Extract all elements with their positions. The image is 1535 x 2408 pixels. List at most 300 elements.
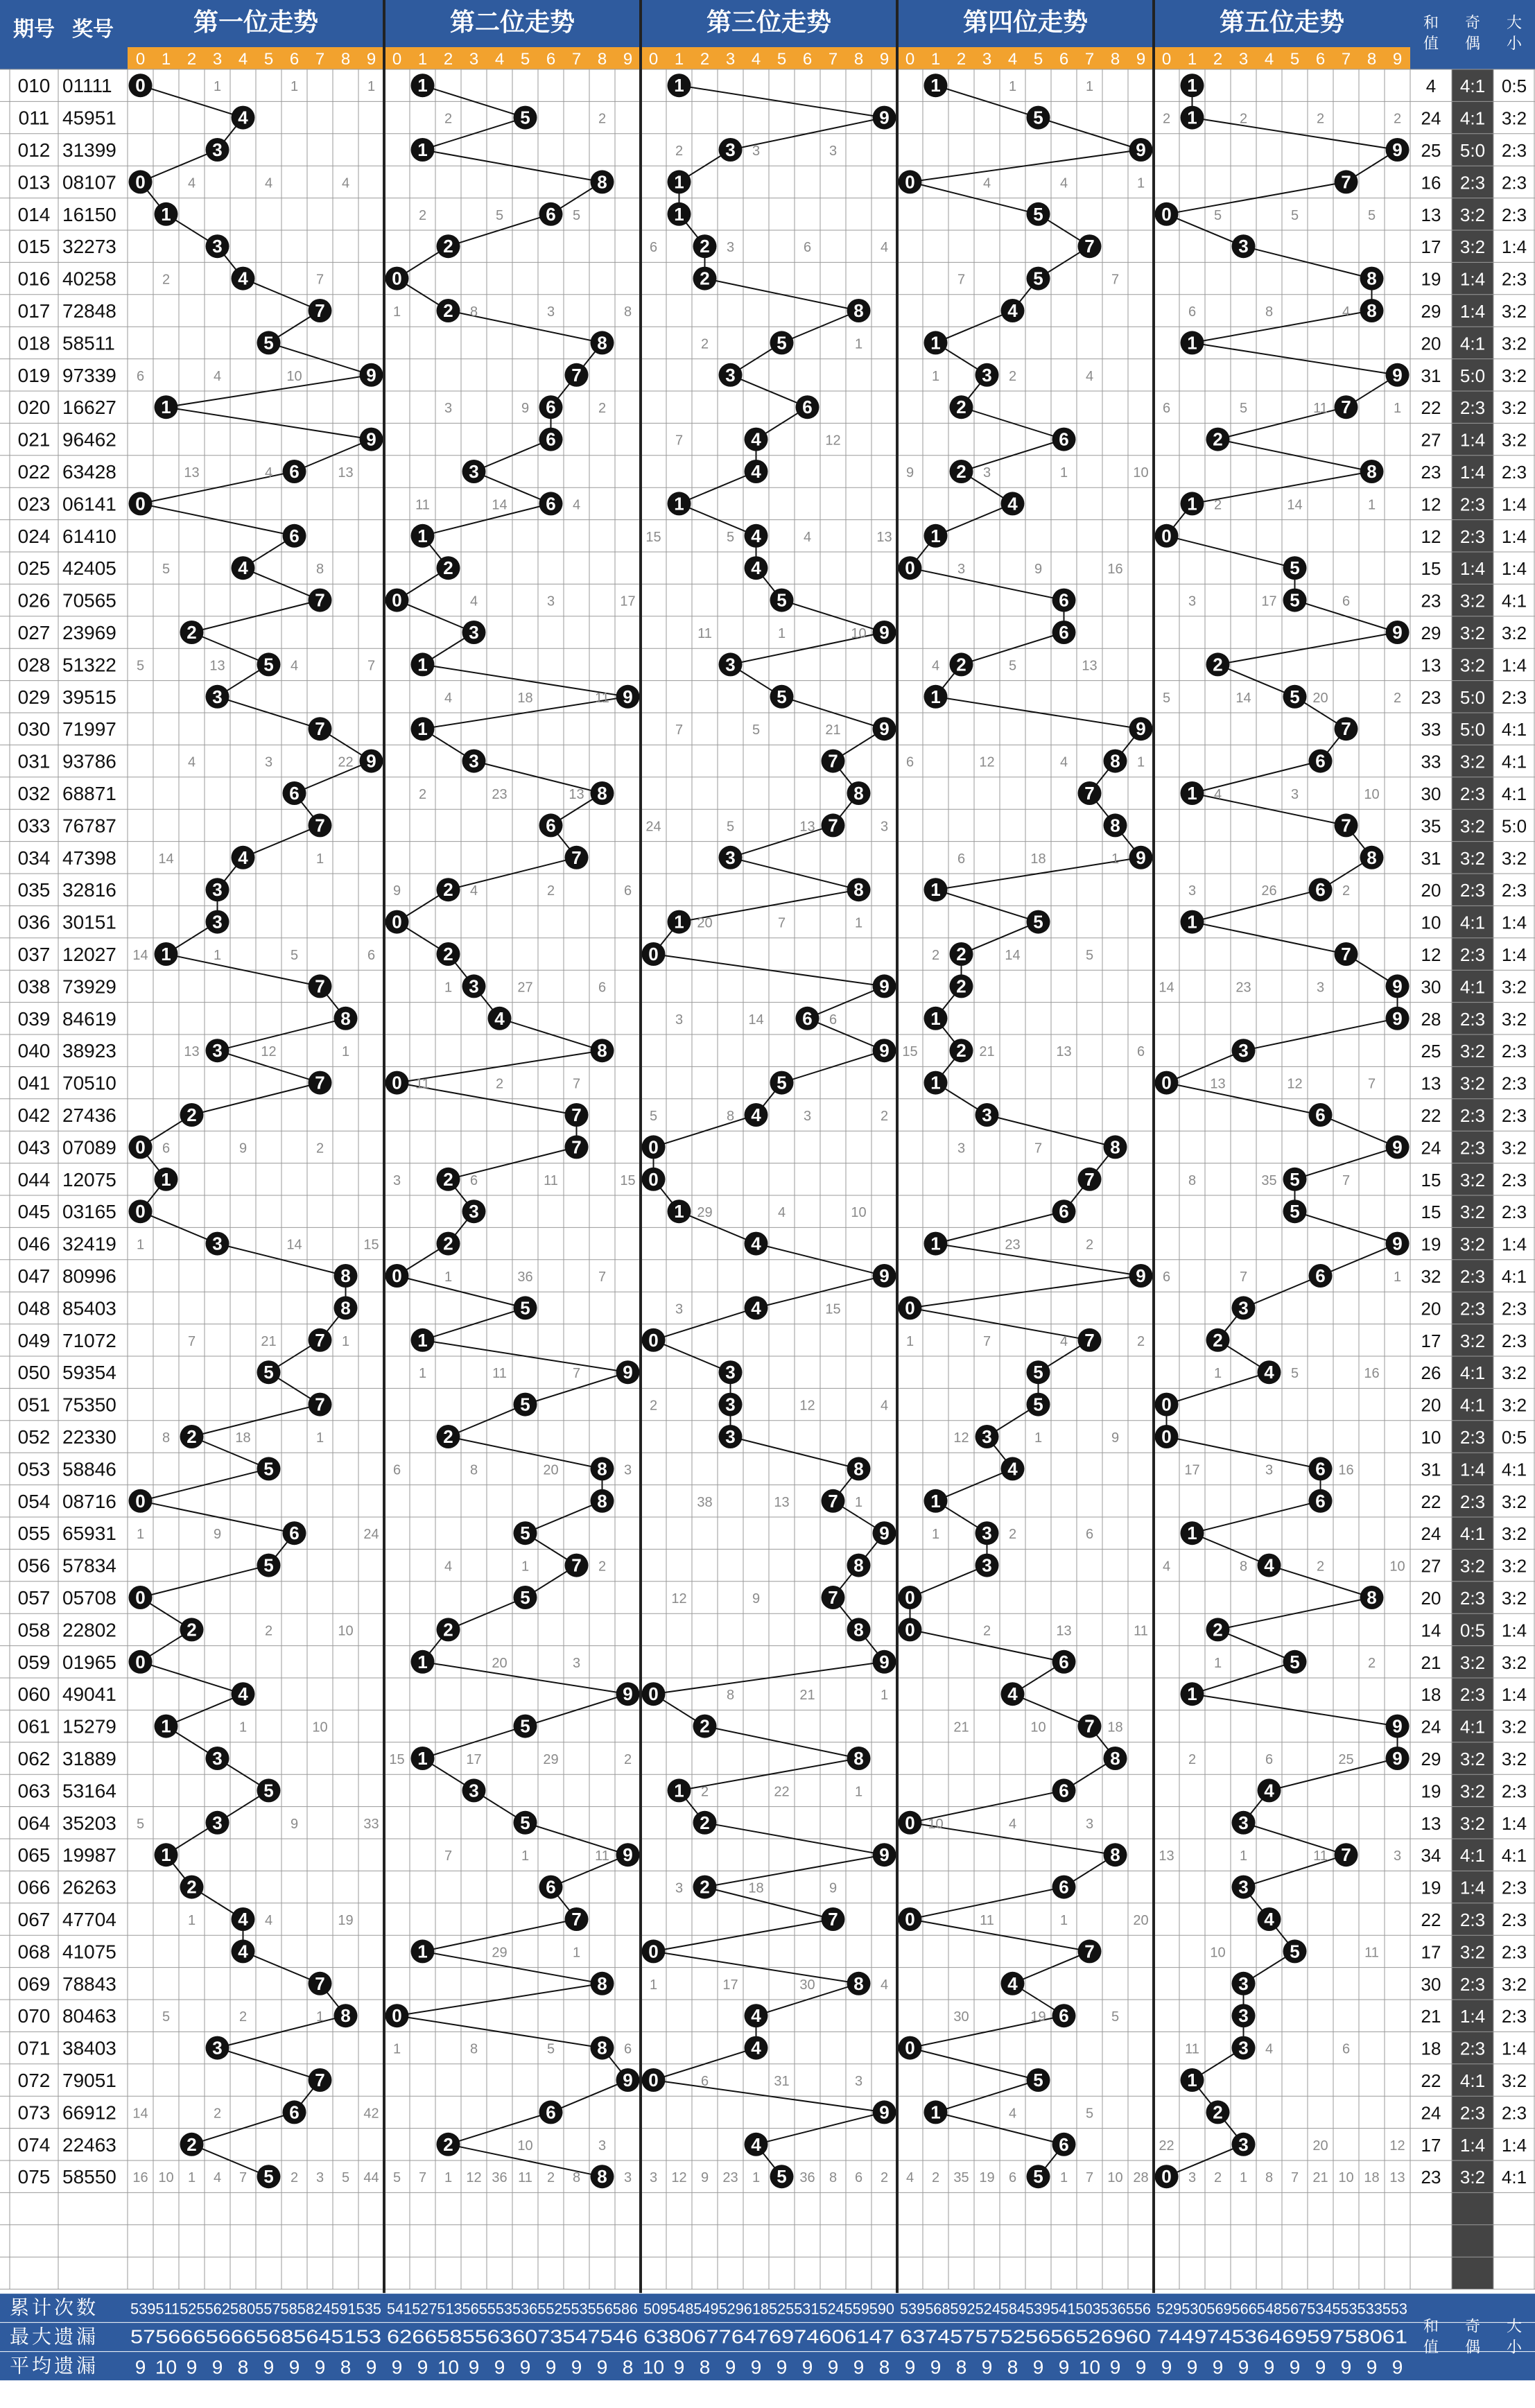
miss-count: 2	[598, 1559, 607, 1575]
miss-count: 7	[675, 433, 684, 449]
prize-cell: 93786	[62, 750, 116, 772]
miss-count: 6	[700, 2074, 709, 2089]
digit-label: 9	[1136, 50, 1146, 69]
footer-avg-miss: 9	[904, 2356, 916, 2378]
sum-cell: 20	[1421, 333, 1441, 354]
miss-count: 5	[546, 2041, 555, 2057]
miss-count: 23	[1005, 1237, 1021, 1253]
prize-cell: 27436	[62, 1105, 116, 1126]
miss-count: 29	[492, 1945, 508, 1961]
footer-avg-miss: 8	[237, 2356, 249, 2378]
miss-count: 9	[700, 2170, 709, 2186]
miss-count: 2	[1316, 1559, 1325, 1575]
sum-cell: 24	[1421, 2102, 1441, 2124]
number-ball-label: 2	[956, 976, 966, 997]
number-ball-label: 1	[417, 139, 428, 160]
big-small-cell: 1:4	[1501, 944, 1527, 965]
big-small-cell: 3:2	[1501, 1652, 1527, 1673]
sum-cell: 16	[1421, 172, 1441, 193]
odd-even-cell: 3:2	[1459, 204, 1486, 225]
number-ball-label: 3	[725, 1362, 736, 1383]
sum-cell: 31	[1421, 1459, 1441, 1480]
footer-avg-miss: 9	[776, 2356, 788, 2378]
miss-count: 1	[136, 1527, 145, 1543]
number-ball-label: 1	[417, 654, 428, 675]
footer-right-bottom: 偶	[1464, 2338, 1481, 2356]
period-cell: 036	[17, 911, 51, 933]
miss-count: 7	[777, 915, 786, 931]
number-ball-label: 6	[1059, 589, 1069, 611]
number-ball-label: 6	[1059, 2005, 1069, 2027]
big-small-cell: 3:2	[1501, 1749, 1527, 1769]
number-ball-label: 2	[187, 1619, 197, 1640]
number-ball-label: 7	[315, 1072, 325, 1093]
period-cell: 034	[17, 847, 51, 869]
big-small-cell: 2:3	[1501, 1202, 1527, 1223]
odd-even-cell: 3:2	[1459, 236, 1486, 258]
number-ball-label: 8	[1367, 268, 1377, 289]
number-ball-label: 1	[930, 686, 941, 707]
miss-count: 6	[1342, 2041, 1351, 2057]
header-prize: 奖号	[72, 18, 114, 41]
miss-count: 18	[1364, 2170, 1380, 2186]
digit-label: 6	[289, 50, 300, 69]
number-ball-label: 8	[340, 1007, 351, 1029]
number-ball-label: 3	[1238, 1812, 1249, 1833]
number-ball-label: 6	[802, 1007, 813, 1029]
miss-count: 7	[957, 272, 966, 288]
prize-cell: 80996	[62, 1265, 116, 1287]
miss-count: 5	[1239, 401, 1248, 417]
miss-count: 4	[931, 658, 940, 674]
footer-avg-miss: 10	[437, 2356, 460, 2378]
footer-cumulative: 529530569566548567534553533553	[1156, 2300, 1407, 2318]
number-ball-label: 7	[571, 1136, 582, 1158]
number-ball-label: 0	[648, 1168, 659, 1190]
miss-count: 2	[162, 272, 171, 288]
sum-cell: 26	[1421, 1362, 1441, 1384]
sum-cell: 19	[1421, 268, 1441, 290]
miss-count: 24	[363, 1527, 379, 1543]
miss-count: 1	[1085, 79, 1094, 95]
miss-count: 7	[1111, 272, 1120, 288]
period-cell: 045	[17, 1201, 51, 1223]
number-ball-label: 1	[674, 171, 684, 193]
prize-cell: 06141	[62, 493, 116, 515]
number-ball-label: 2	[443, 879, 453, 901]
miss-count: 7	[675, 722, 684, 738]
number-ball-label: 8	[1367, 1587, 1377, 1608]
number-ball-label: 5	[520, 1394, 530, 1415]
number-ball-label: 6	[1315, 1105, 1326, 1125]
miss-count: 38	[697, 1494, 713, 1510]
miss-count: 4	[187, 754, 196, 770]
number-ball-label: 9	[879, 718, 890, 740]
number-ball-label: 1	[161, 1844, 171, 1866]
footer-avg-miss: 9	[1135, 2356, 1147, 2378]
number-ball-label: 9	[1392, 364, 1403, 386]
footer-avg-miss: 9	[468, 2356, 480, 2378]
big-small-cell: 3:2	[1501, 2070, 1527, 2091]
number-ball-label: 2	[1213, 428, 1223, 450]
digit-label: 8	[597, 50, 607, 69]
prize-cell: 61410	[62, 525, 116, 547]
footer-avg-miss: 8	[1007, 2356, 1018, 2378]
number-ball-label: 6	[1059, 1201, 1069, 1222]
big-small-cell: 4:1	[1501, 751, 1527, 772]
prize-cell: 57834	[62, 1554, 116, 1577]
miss-count: 3	[957, 562, 966, 578]
miss-count: 4	[264, 1913, 273, 1928]
period-cell: 035	[17, 879, 51, 901]
big-small-cell: 1:4	[1501, 1620, 1527, 1641]
number-ball-label: 0	[905, 1297, 915, 1319]
number-ball-label: 3	[725, 654, 736, 675]
number-ball-label: 9	[366, 750, 376, 772]
miss-count: 4	[213, 2170, 222, 2186]
number-ball-label: 7	[828, 1587, 838, 1608]
number-ball-label: 6	[289, 525, 300, 546]
number-ball-label: 9	[1392, 1136, 1403, 1158]
number-ball-label: 7	[828, 1490, 838, 1512]
miss-count: 20	[1312, 690, 1328, 706]
number-ball-label: 1	[674, 75, 684, 96]
number-ball-label: 3	[725, 139, 736, 160]
miss-count: 4	[880, 1398, 889, 1414]
period-cell: 072	[17, 2070, 51, 2091]
number-ball-label: 4	[1264, 1362, 1274, 1383]
sum-cell: 23	[1421, 2167, 1441, 2188]
footer-avg-miss: 9	[391, 2356, 403, 2378]
number-ball-label: 8	[853, 1973, 864, 1994]
number-ball-label: 0	[1161, 1394, 1172, 1415]
digit-label: 8	[853, 50, 864, 69]
miss-count: 4	[1085, 368, 1094, 384]
miss-count: 12	[671, 1591, 687, 1606]
miss-count: 3	[829, 144, 838, 159]
miss-count: 10	[851, 1205, 867, 1221]
number-ball-label: 7	[571, 364, 582, 386]
number-ball-label: 1	[1187, 2070, 1197, 2090]
number-ball-label: 2	[443, 1426, 453, 1447]
odd-even-cell: 1:4	[1459, 301, 1486, 322]
number-ball-label: 2	[956, 461, 966, 482]
number-ball-label: 3	[212, 236, 223, 257]
number-ball-label: 9	[879, 2102, 890, 2123]
sum-cell: 32	[1421, 1266, 1441, 1287]
odd-even-cell: 2:3	[1459, 2102, 1486, 2124]
footer-max-miss: 57566656665685645153	[130, 2325, 381, 2348]
miss-count: 3	[675, 1880, 684, 1896]
number-ball-label: 0	[135, 171, 146, 193]
digit-label: 1	[930, 50, 941, 69]
miss-count: 6	[905, 754, 914, 770]
number-ball-label: 1	[930, 1490, 941, 1512]
miss-count: 2	[1213, 497, 1222, 513]
digit-label: 7	[315, 50, 325, 69]
number-ball-label: 3	[469, 750, 479, 772]
number-ball-label: 4	[1007, 300, 1018, 321]
period-cell: 014	[17, 203, 51, 225]
prize-cell: 35203	[62, 1812, 116, 1834]
number-ball-label: 9	[879, 976, 890, 997]
miss-count: 1	[521, 1559, 530, 1575]
digit-label: 7	[828, 50, 838, 69]
period-cell: 042	[17, 1105, 51, 1126]
number-ball-label: 1	[1187, 1683, 1197, 1705]
miss-count: 6	[469, 1172, 478, 1188]
number-ball-label: 3	[1238, 2133, 1249, 2155]
miss-count: 3	[598, 2138, 607, 2154]
miss-count: 4	[264, 465, 273, 480]
prize-cell: 30151	[62, 911, 116, 933]
number-ball-label: 8	[597, 783, 607, 804]
number-ball-label: 3	[1238, 236, 1249, 257]
digit-label: 7	[1084, 50, 1095, 69]
miss-count: 3	[854, 2074, 863, 2089]
number-ball-label: 6	[546, 428, 556, 450]
miss-count: 11	[415, 497, 430, 513]
miss-count: 4	[880, 1977, 889, 1993]
miss-count: 7	[1342, 1172, 1351, 1188]
number-ball-label: 6	[1059, 428, 1069, 450]
miss-count: 4	[444, 1559, 453, 1575]
big-small-cell: 4:1	[1501, 1845, 1527, 1866]
footer-cumulative: 539568592524584539541503536556	[900, 2300, 1151, 2318]
miss-count: 10	[928, 1816, 944, 1832]
number-ball-label: 1	[930, 879, 941, 901]
miss-count: 3	[675, 1012, 684, 1028]
digit-label: 3	[1238, 50, 1249, 69]
number-ball-label: 0	[135, 1490, 146, 1512]
footer-avg-miss: 9	[1238, 2356, 1249, 2378]
number-ball-label: 9	[1392, 1715, 1403, 1737]
miss-count: 7	[1290, 2170, 1299, 2186]
big-small-cell: 2:3	[1501, 1781, 1527, 1802]
big-small-cell: 4:1	[1501, 719, 1527, 740]
number-ball-label: 3	[212, 1233, 223, 1254]
number-ball-label: 3	[982, 364, 992, 386]
number-ball-label: 0	[648, 2070, 659, 2090]
miss-count: 3	[880, 819, 889, 835]
number-ball-label: 8	[597, 2166, 607, 2188]
miss-count: 23	[722, 2170, 738, 2186]
miss-count: 4	[1265, 2041, 1274, 2057]
number-ball-label: 8	[340, 2005, 351, 2027]
footer-avg-miss: 9	[571, 2356, 582, 2378]
miss-count: 2	[495, 1076, 504, 1092]
miss-count: 13	[799, 819, 815, 835]
sum-cell: 23	[1421, 686, 1441, 708]
odd-even-cell: 3:2	[1459, 1041, 1486, 1062]
miss-count: 1	[777, 626, 786, 641]
number-ball-label: 1	[1187, 1523, 1197, 1544]
period-cell: 016	[17, 268, 51, 290]
prize-cell: 41075	[62, 1941, 116, 1963]
prize-cell: 19987	[62, 1844, 116, 1866]
miss-count: 1	[854, 915, 863, 931]
miss-count: 1	[1213, 1655, 1222, 1671]
miss-count: 6	[1162, 1270, 1171, 1285]
number-ball-label: 1	[930, 75, 941, 96]
miss-count: 17	[1261, 594, 1277, 609]
number-ball-label: 5	[1033, 2166, 1043, 2188]
odd-even-cell: 3:2	[1459, 751, 1486, 772]
number-ball-label: 9	[1392, 1748, 1403, 1769]
miss-count: 8	[469, 2041, 478, 2057]
miss-count: 8	[469, 304, 478, 320]
miss-count: 2	[418, 787, 427, 802]
block-divider	[1152, 0, 1155, 2381]
number-ball-label: 2	[700, 1715, 710, 1737]
number-ball-label: 9	[1136, 139, 1146, 160]
miss-count: 6	[392, 1462, 401, 1478]
number-ball-label: 8	[597, 332, 607, 354]
miss-count: 2	[213, 2106, 222, 2122]
odd-even-cell: 2:3	[1459, 1008, 1486, 1030]
miss-count: 4	[572, 497, 581, 513]
number-ball-label: 8	[340, 1297, 351, 1319]
period-cell: 071	[17, 2037, 51, 2059]
miss-count: 14	[286, 1237, 302, 1253]
number-ball-label: 5	[777, 589, 787, 611]
odd-even-cell: 4:1	[1459, 912, 1486, 933]
miss-count: 7	[1034, 1141, 1043, 1157]
number-ball-label: 5	[1290, 686, 1300, 707]
sum-cell: 20	[1421, 1394, 1441, 1416]
odd-even-cell: 4:1	[1459, 2070, 1486, 2091]
miss-count: 12	[979, 754, 995, 770]
prize-cell: 22330	[62, 1426, 116, 1448]
number-ball-label: 8	[597, 2037, 607, 2059]
period-cell: 069	[17, 1973, 51, 1995]
miss-count: 5	[1111, 2009, 1120, 2025]
number-ball-label: 0	[648, 944, 659, 964]
number-ball-label: 6	[1059, 1876, 1069, 1898]
sum-cell: 21	[1421, 1652, 1441, 1673]
prize-cell: 15279	[62, 1715, 116, 1738]
number-ball-label: 5	[263, 332, 274, 354]
period-cell: 041	[17, 1072, 51, 1094]
miss-count: 1	[1034, 1430, 1043, 1446]
odd-even-cell: 2:3	[1459, 1105, 1486, 1126]
miss-count: 3	[315, 2170, 324, 2186]
miss-count: 17	[1184, 1462, 1200, 1478]
footer-avg-miss: 9	[1212, 2356, 1224, 2378]
period-cell: 022	[17, 461, 51, 483]
number-ball-label: 0	[1161, 203, 1172, 225]
prize-cell: 78843	[62, 1973, 116, 1995]
miss-count: 1	[213, 79, 222, 95]
number-ball-label: 1	[1187, 75, 1197, 96]
number-ball-label: 5	[1290, 1168, 1300, 1190]
number-ball-label: 4	[238, 268, 248, 289]
number-ball-label: 0	[648, 1683, 659, 1705]
sum-cell: 17	[1421, 236, 1441, 258]
odd-even-cell: 2:3	[1459, 1266, 1486, 1287]
odd-even-cell: 3:2	[1459, 623, 1486, 643]
prize-cell: 85403	[62, 1297, 116, 1319]
number-ball-label: 3	[725, 364, 736, 386]
miss-count: 11	[595, 690, 609, 706]
miss-count: 22	[338, 754, 354, 770]
period-cell: 020	[17, 397, 51, 419]
number-ball-label: 1	[161, 203, 171, 225]
number-ball-label: 9	[623, 1844, 633, 1866]
sum-cell: 20	[1421, 880, 1441, 901]
number-ball-label: 1	[417, 1329, 428, 1351]
number-ball-label: 7	[571, 847, 582, 868]
miss-count: 12	[825, 433, 841, 449]
miss-count: 7	[1085, 2170, 1094, 2186]
number-ball-label: 8	[853, 1619, 864, 1640]
number-ball-label: 5	[263, 1458, 274, 1480]
number-ball-label: 1	[161, 397, 171, 418]
miss-count: 16	[132, 2170, 148, 2186]
number-ball-label: 1	[1187, 911, 1197, 933]
miss-count: 7	[418, 2170, 427, 2186]
big-small-cell: 3:2	[1501, 847, 1527, 869]
number-ball-label: 8	[1110, 815, 1120, 836]
footer-avg-miss: 9	[801, 2356, 813, 2378]
number-ball-label: 7	[828, 750, 838, 772]
number-ball-label: 4	[238, 557, 248, 579]
miss-count: 6	[1136, 1044, 1145, 1060]
miss-count: 16	[1338, 1462, 1354, 1478]
period-cell: 063	[17, 1780, 51, 1802]
odd-even-cell: 4:1	[1459, 1523, 1486, 1545]
footer-avg-miss: 9	[417, 2356, 428, 2378]
number-ball-label: 7	[1084, 236, 1095, 257]
number-ball-label: 3	[212, 1040, 223, 1062]
number-ball-label: 0	[1161, 2166, 1172, 2188]
prize-cell: 39515	[62, 686, 116, 708]
header-band-left	[0, 47, 128, 69]
number-ball-label: 4	[1007, 1683, 1018, 1705]
number-ball-label: 6	[1315, 1490, 1326, 1512]
miss-count: 10	[286, 368, 302, 384]
period-cell: 029	[17, 686, 51, 708]
miss-count: 36	[517, 1270, 533, 1285]
miss-count: 4	[469, 883, 478, 899]
digit-label: 6	[546, 50, 556, 69]
number-ball-label: 4	[1007, 1973, 1018, 1994]
prize-cell: 63428	[62, 461, 116, 483]
miss-count: 3	[1085, 1816, 1094, 1832]
sum-cell: 12	[1421, 494, 1441, 515]
miss-count: 4	[187, 175, 196, 191]
period-cell: 033	[17, 815, 51, 837]
number-ball-label: 2	[1213, 1619, 1223, 1640]
miss-count: 35	[953, 2170, 969, 2186]
sum-cell: 24	[1421, 1523, 1441, 1545]
prize-cell: 53164	[62, 1780, 116, 1802]
miss-count: 3	[803, 1109, 812, 1124]
digit-label: 0	[392, 50, 402, 69]
miss-count: 21	[1312, 2170, 1328, 2186]
sum-cell: 22	[1421, 1105, 1441, 1126]
period-cell: 054	[17, 1490, 51, 1512]
miss-count: 3	[623, 2170, 632, 2186]
miss-count: 2	[1342, 883, 1351, 899]
odd-even-cell: 2:3	[1459, 1973, 1486, 1995]
big-small-cell: 3:2	[1501, 1523, 1527, 1545]
miss-count: 3	[572, 1655, 581, 1671]
odd-even-cell: 3:2	[1459, 1941, 1486, 1963]
period-cell: 038	[17, 976, 51, 998]
odd-even-cell: 4:1	[1459, 1716, 1486, 1738]
miss-count: 6	[803, 240, 812, 256]
